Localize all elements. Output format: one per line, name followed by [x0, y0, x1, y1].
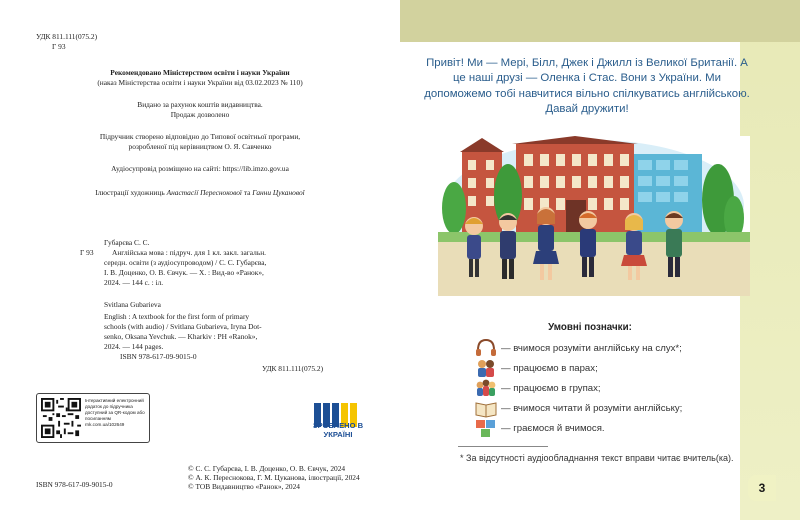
copyright-1: © С. С. Губарєва, І. В. Доценко, О. В. Євчук, 2024 — [188, 464, 346, 473]
qr-caption: Інтерактивний електронний додаток до підручника доступний за QR-кодом або посиланням rnk.com.ua/102649 — [85, 398, 145, 427]
en-author: Svitlana Gubarieva — [104, 300, 161, 309]
legend-text-reading: — вчимося читати й розуміти англійську; — [501, 402, 683, 414]
catalog-index: Г 93 — [80, 248, 94, 257]
legend-item-groups — [475, 378, 601, 398]
legend-text-listening: — вчимося розуміти англійську на слух*; — [501, 342, 682, 354]
legend-item-reading — [475, 398, 682, 418]
created-line-1: Підручник створено відповідно до Типової освітньої програми, — [99, 132, 301, 141]
book-icon — [475, 398, 497, 418]
illustrators-line — [40, 188, 360, 198]
created-line-2: розробленої під керівництвом О. Я. Савченко — [128, 142, 272, 151]
sale: Продаж дозволено — [170, 110, 230, 119]
illustrations-prefix: Ілюстрації художниць — [95, 188, 165, 197]
qr-code-icon[interactable] — [41, 398, 81, 438]
legend-item-pairs — [475, 358, 598, 378]
school-illustration — [438, 136, 750, 296]
group-icon — [475, 378, 497, 398]
qr-box[interactable] — [36, 393, 150, 443]
right-page — [400, 0, 800, 520]
intro-text: Привіт! Ми — Мері, Білл, Джек і Джилл із Великої Британії. А це наші друзі — Оленка і Стас. Вони з України. Ми допоможемо тобі навчитися вільно спілкуватись англійською. Давай дружити! — [424, 57, 750, 116]
funded: Видано за рахунок коштів видавництва. — [137, 100, 263, 109]
catalog-line-2: середн. освіти (з аудіосупроводом) / С. С. Губарєва, — [104, 258, 267, 267]
copyright-3: © ТОВ Видавництво «Ранок», 2024 — [188, 482, 300, 491]
page-number: 3 — [748, 475, 776, 501]
recommended: Рекомендовано Міністерством освіти і науки України — [110, 68, 290, 77]
illustrator-1: Анастасії Переснокової — [166, 188, 242, 197]
dice-icon — [475, 418, 497, 438]
catalog-author: Губарєва С. С. — [104, 238, 150, 247]
isbn-bottom: ISBN 978-617-09-9015-0 — [36, 480, 113, 489]
headphones-icon — [475, 338, 497, 358]
catalog-line-1: Англійська мова : підруч. для 1 кл. закл. загальн. — [112, 248, 266, 257]
en-line-4: 2024. — 144 pages. — [104, 342, 164, 351]
pair-icon — [475, 358, 497, 378]
footnote-divider — [458, 446, 548, 447]
audio-link: Аудіосупровід розміщено на сайті: https://lib.imzo.gov.ua — [111, 164, 289, 173]
illustrator-2: Ганни Цуканової — [252, 188, 305, 197]
copyright-2: © А. К. Переснокова, Г. М. Цуканова, ілюстрації, 2024 — [188, 473, 360, 482]
legend-text-pairs: — працюємо в парах; — [501, 362, 598, 374]
legend-item-games — [475, 418, 605, 438]
index-top: Г 93 — [52, 42, 66, 51]
udk-bottom: УДК 811.111(075.2) — [262, 364, 324, 373]
en-line-2: schools (with audio) / Svitlana Gubarieva, Iryna Dot- — [104, 322, 262, 331]
legend-text-games: — граємося й вчимося. — [501, 422, 605, 434]
top-band — [400, 0, 800, 42]
catalog-line-4: 2024. — 144 с. : іл. — [104, 278, 164, 287]
udk-top: УДК 811.111(075.2) — [36, 32, 98, 41]
legend-text-groups: — працюємо в групах; — [501, 382, 601, 394]
illustrators-and: та — [243, 188, 251, 197]
isbn-catalog: ISBN 978-617-09-9015-0 — [120, 352, 197, 361]
made-in-ukraine-text: ЗРОБЛЕНО В УКРАЇНІ — [312, 421, 364, 439]
order: (наказ Міністерства освіти і науки України від 03.02.2023 № 110) — [97, 78, 303, 87]
en-line-3: senko, Oksana Yevchuk. — Kharkiv : PH «Ranok», — [104, 332, 258, 341]
legend-item-listening — [475, 338, 682, 358]
en-line-1: English : A textbook for the first form of primary — [104, 312, 250, 321]
footnote: * За відсутності аудіообладнання текст вправи читає вчитель(ка). — [460, 453, 734, 463]
legend-title: Умовні позначки: — [548, 322, 632, 333]
catalog-line-3: І. В. Доценко, О. В. Євчук. — Х. : Вид-во «Ранок», — [104, 268, 264, 277]
